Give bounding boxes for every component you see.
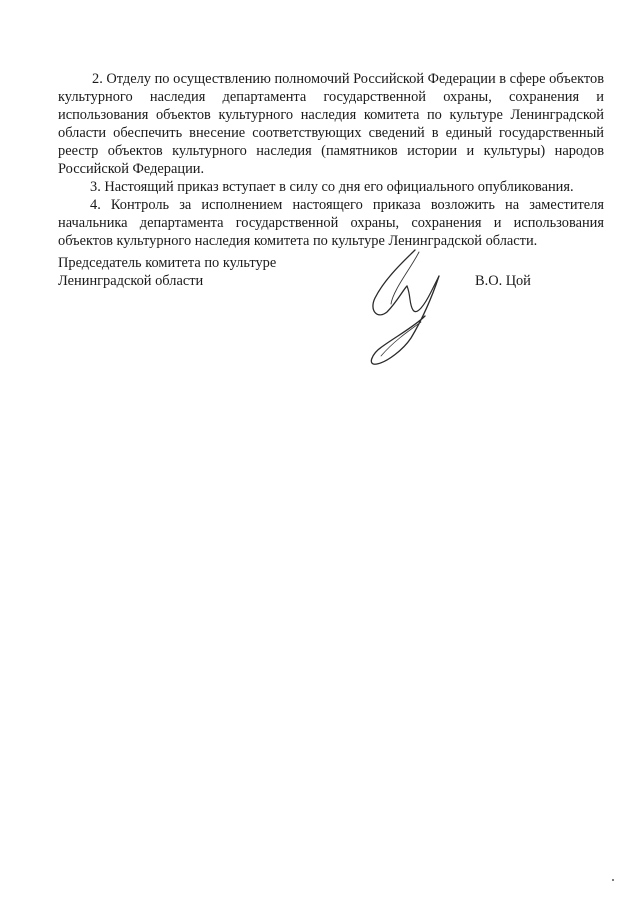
signatory-title-line1: Председатель комитета по культуре [58, 255, 277, 271]
signatory-title-line2: Ленинградской области [58, 273, 204, 289]
scan-speck [612, 879, 614, 881]
signatory-title [58, 254, 318, 290]
paragraph-item-3: 3. Настоящий приказ вступает в силу со дня его официального опубликования. [90, 179, 574, 195]
document-body [58, 70, 604, 250]
signatory-name: В.О. Цой [475, 273, 531, 289]
paragraph-item-4: 4. Контроль за исполнением настоящего приказа возложить на заместителя начальника департамента государственной охраны, сохранения и использования объектов культурного наследия комитета по культуре Ленинградской области. [58, 197, 604, 249]
signature-block [58, 254, 604, 384]
handwritten-signature [363, 246, 503, 376]
paragraph-item-2: 2. Отделу по осуществлению полномочий Российской Федерации в сфере объектов культурного наследия департамента государственной охраны, сохранения и использования объектов культурного наследия комитета по культуре Ленинградской области обеспечить внесение соответствующих сведений в единый государственный реестр объектов культурного наследия (памятников истории и культуры) народов Российской Федерации. [58, 71, 604, 177]
